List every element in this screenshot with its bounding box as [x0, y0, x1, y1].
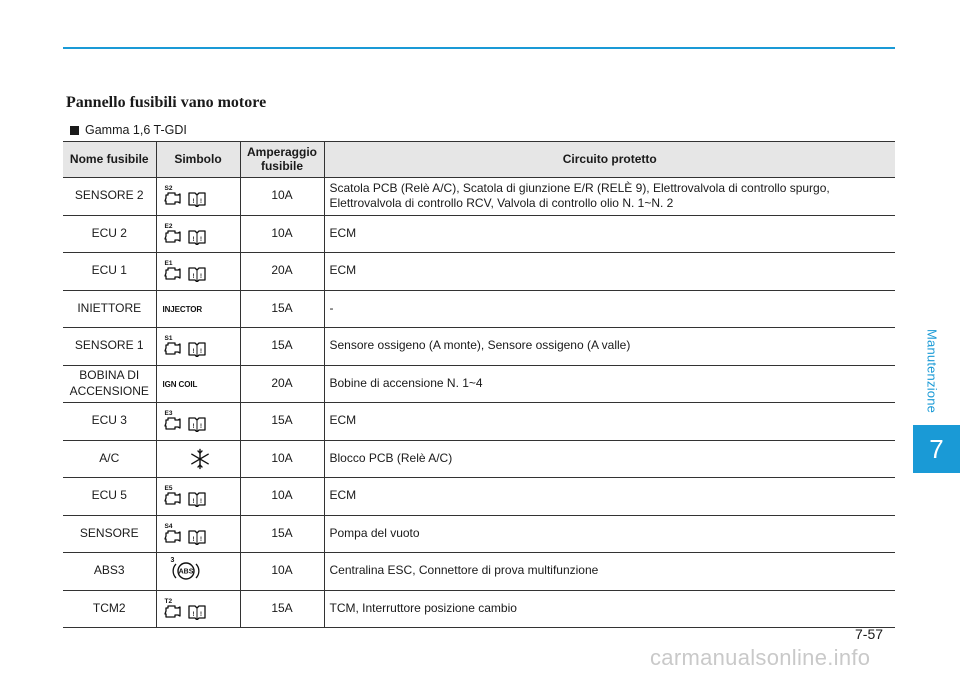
svg-text:!: ! — [192, 536, 194, 543]
fuse-name-cell — [63, 590, 156, 628]
svg-text:!: ! — [199, 611, 202, 618]
circuit-line: Sensore ossigeno (A monte), Sensore ossigeno (A valle) — [329, 338, 631, 353]
fuse-amperage-cell: 10A — [240, 553, 324, 591]
fuse-name-cell — [63, 478, 156, 516]
circuit-line: - — [329, 300, 334, 315]
fuse-amperage-cell: 15A — [240, 328, 324, 366]
abs-icon — [169, 559, 203, 583]
fuse-symbol-cell — [156, 478, 240, 516]
protected-circuit-cell — [324, 515, 895, 553]
fuse-name-line: BOBINA DI — [79, 368, 140, 383]
fuse-symbol-cell — [156, 515, 240, 553]
circuit-line: Pompa del vuoto — [329, 525, 420, 540]
subtitle — [70, 123, 187, 137]
fuse-amperage-cell: 15A — [240, 590, 324, 628]
symbol-code: 3 — [170, 557, 175, 565]
side-label: Manutenzione — [924, 328, 940, 414]
chapter-tab: 7 — [913, 425, 960, 473]
fuse-name-line: INIETTORE — [77, 300, 142, 315]
subtitle-text: Gamma 1,6 T-GDI — [85, 123, 187, 137]
fuse-name-line: ECU 5 — [91, 488, 127, 503]
fuse-symbol-cell — [156, 253, 240, 291]
table-header-row — [63, 142, 895, 178]
square-bullet-icon — [70, 126, 79, 135]
circuit-line: ECM — [329, 225, 357, 240]
fuse-name-cell — [63, 253, 156, 291]
svg-text:!: ! — [192, 274, 194, 281]
fuse-symbol-cell — [156, 365, 240, 403]
circuit-line: Bobine di accensione N. 1~4 — [329, 375, 483, 390]
symbol-code: T2 — [164, 597, 173, 605]
fuse-name-cell — [63, 440, 156, 478]
engine-manual-icon — [163, 522, 207, 545]
engine-manual-icon — [163, 597, 207, 620]
fuse-name-cell — [63, 290, 156, 328]
engine-manual-icon — [163, 410, 207, 432]
fuse-name-line: TCM2 — [92, 600, 126, 615]
circuit-line: Scatola PCB (Relè A/C), Scatola di giunzione E/R (RELÈ 9), Elettrovalvola di controllo spurgo, — [329, 180, 830, 195]
watermark: carmanualsonline.info — [650, 645, 871, 670]
table-row — [63, 215, 895, 253]
top-rule — [63, 47, 895, 49]
engine-manual-icon — [163, 335, 207, 357]
fuse-name-line: ABS3 — [93, 563, 125, 578]
fuse-name-cell — [63, 553, 156, 591]
fuse-amperage-cell: 10A — [240, 178, 324, 216]
fuse-symbol-cell — [156, 215, 240, 253]
table-row — [63, 178, 895, 216]
protected-circuit-cell — [324, 440, 895, 478]
circuit-line: Centralina ESC, Connettore di prova multifunzione — [329, 563, 599, 578]
circuit-line: ECM — [329, 413, 357, 428]
engine-manual-icon — [163, 260, 207, 282]
fuse-symbol-cell — [156, 590, 240, 628]
fuse-symbol-cell — [156, 178, 240, 216]
header-amperage-line1: Amperaggio — [246, 145, 317, 160]
table-row — [63, 590, 895, 628]
symbol-code: E3 — [164, 410, 173, 418]
fuse-name-line: ACCENSIONE — [69, 383, 149, 398]
svg-text:!: ! — [192, 424, 194, 431]
circuit-line: Elettrovalvola di controllo RCV, Valvola di controllo olio N. 1~N. 2 — [329, 196, 674, 211]
svg-text:!: ! — [199, 274, 202, 281]
fuse-name-cell — [63, 403, 156, 441]
engine-manual-icon — [163, 485, 207, 507]
table-row — [63, 478, 895, 516]
header-symbol: Simbolo — [156, 142, 240, 178]
fuse-amperage-cell: 10A — [240, 215, 324, 253]
circuit-line: Blocco PCB (Relè A/C) — [329, 450, 453, 465]
fuse-table-body — [63, 178, 895, 628]
protected-circuit-cell — [324, 403, 895, 441]
svg-text:!: ! — [199, 199, 202, 206]
svg-text:!: ! — [199, 499, 202, 506]
engine-manual-icon — [163, 222, 207, 245]
fuse-name-cell — [63, 365, 156, 403]
circuit-line: ECM — [329, 263, 357, 278]
fuse-amperage-cell: 20A — [240, 365, 324, 403]
table-row — [63, 328, 895, 366]
protected-circuit-cell — [324, 478, 895, 516]
snowflake-icon — [189, 448, 211, 470]
fuse-amperage-cell: 10A — [240, 478, 324, 516]
fuse-amperage-cell: 10A — [240, 440, 324, 478]
fuse-symbol-cell — [156, 403, 240, 441]
header-name: Nome fusibile — [63, 142, 156, 178]
protected-circuit-cell — [324, 365, 895, 403]
fuse-name-line: ECU 3 — [91, 413, 127, 428]
table-row — [63, 290, 895, 328]
table-row — [63, 253, 895, 291]
table-row — [63, 440, 895, 478]
svg-text:!: ! — [192, 349, 194, 356]
fuse-name-line: A/C — [99, 450, 120, 465]
fuse-symbol-cell — [156, 328, 240, 366]
fuse-symbol-cell — [156, 290, 240, 328]
fuse-name-line: ECU 1 — [91, 263, 127, 278]
protected-circuit-cell — [324, 178, 895, 216]
svg-text:!: ! — [199, 349, 202, 356]
symbol-text-label: IGN COIL — [162, 379, 198, 389]
svg-text:!: ! — [192, 199, 194, 206]
symbol-code: E5 — [164, 485, 173, 493]
page-number: 7-57 — [855, 626, 884, 642]
fuse-name-line: ECU 2 — [91, 225, 127, 240]
table-row — [63, 365, 895, 403]
protected-circuit-cell — [324, 590, 895, 628]
svg-text:!: ! — [192, 499, 194, 506]
protected-circuit-cell — [324, 290, 895, 328]
table-row — [63, 515, 895, 553]
fuse-amperage-cell: 15A — [240, 515, 324, 553]
svg-text:!: ! — [199, 536, 202, 543]
svg-text:!: ! — [192, 611, 194, 618]
protected-circuit-cell — [324, 215, 895, 253]
protected-circuit-cell — [324, 253, 895, 291]
svg-text:!: ! — [199, 236, 202, 243]
table-row — [63, 553, 895, 591]
fuse-symbol-cell — [156, 553, 240, 591]
fuse-name-line: SENSORE 1 — [74, 338, 144, 353]
fuse-amperage-cell: 20A — [240, 253, 324, 291]
svg-text:!: ! — [199, 424, 202, 431]
header-circuit: Circuito protetto — [324, 142, 895, 178]
circuit-line: ECM — [329, 488, 357, 503]
fuse-symbol-cell — [156, 440, 240, 478]
fuse-name-cell — [63, 515, 156, 553]
symbol-code: S4 — [164, 522, 173, 530]
header-amperage — [240, 142, 324, 178]
abs-icon-label: ABS — [178, 568, 193, 576]
table-row — [63, 403, 895, 441]
svg-text:!: ! — [192, 236, 194, 243]
fuse-name-cell — [63, 178, 156, 216]
circuit-line: TCM, Interruttore posizione cambio — [329, 600, 517, 615]
fuse-amperage-cell: 15A — [240, 403, 324, 441]
fuse-name-cell — [63, 328, 156, 366]
header-amperage-line2: fusibile — [260, 158, 303, 173]
symbol-code: S1 — [164, 335, 173, 343]
symbol-code: E1 — [164, 260, 173, 268]
section-title: Pannello fusibili vano motore — [66, 94, 267, 111]
fuse-name-cell — [63, 215, 156, 253]
protected-circuit-cell — [324, 553, 895, 591]
symbol-text-label: INJECTOR — [162, 304, 203, 314]
fuse-table — [63, 141, 895, 628]
fuse-name-line: SENSORE — [79, 525, 139, 540]
engine-manual-icon — [163, 185, 207, 207]
fuse-amperage-cell: 15A — [240, 290, 324, 328]
fuse-name-line: SENSORE 2 — [74, 188, 144, 203]
symbol-code: S2 — [164, 185, 173, 193]
protected-circuit-cell — [324, 328, 895, 366]
symbol-code: E2 — [164, 222, 173, 230]
